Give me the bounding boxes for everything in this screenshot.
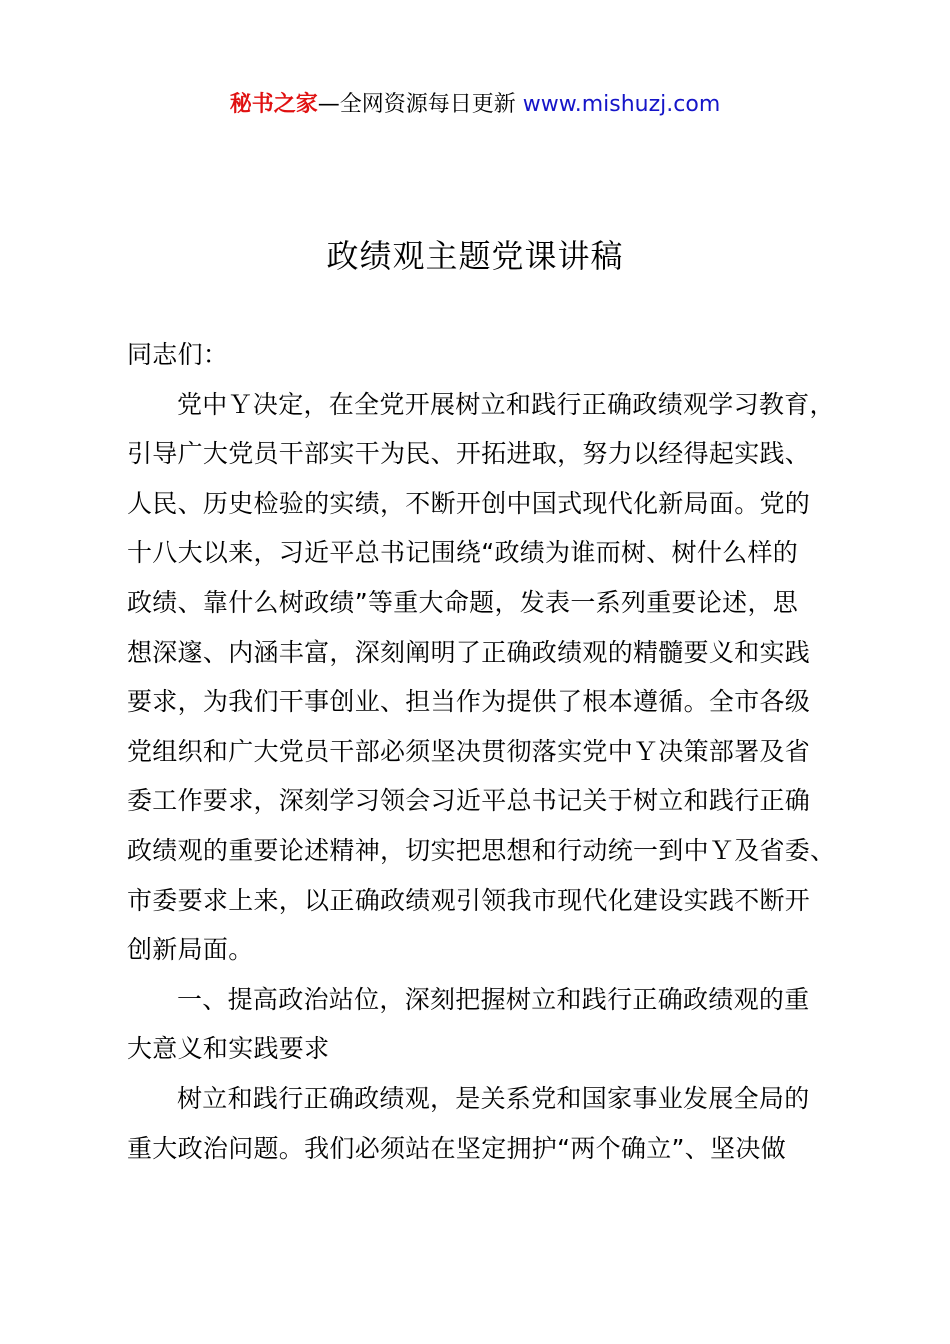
site-url-link[interactable]: www.mishuzj.com bbox=[522, 92, 721, 117]
text-line: 政绩观的重要论述精神，切实把思想和行动统一到中Ｙ及省委、 bbox=[127, 835, 836, 865]
document-title: 政绩观主题党课讲稿 bbox=[326, 237, 624, 275]
text-line: 市委要求上来，以正确政绩观引领我市现代化建设实践不断开 bbox=[127, 885, 811, 915]
text-line: 十八大以来，习近平总书记围绕“政绩为谁而树、树什么样的 bbox=[127, 538, 799, 568]
text-line: 创新局面。 bbox=[127, 935, 254, 965]
header-tagline: —全网资源每日更新 bbox=[317, 92, 516, 117]
text-line: 同志们： bbox=[127, 340, 229, 369]
site-header bbox=[0, 88, 950, 122]
text-line: 想深邃、内涵丰富，深刻阐明了正确政绩观的精髓要义和实践 bbox=[127, 637, 811, 667]
text-line: 重大政治问题。我们必须站在坚定拥护“两个确立”、坚决做 bbox=[127, 1133, 787, 1163]
text-line: 委工作要求，深刻学习领会习近平总书记关于树立和践行正确 bbox=[127, 786, 811, 816]
text-line: 引导广大党员干部实干为民、开拓进取，努力以经得起实践、 bbox=[127, 439, 811, 469]
text-line: 要求，为我们干事创业、担当作为提供了根本遵循。全市各级 bbox=[127, 687, 811, 717]
document-body bbox=[127, 330, 837, 1173]
section-heading: 一、提高政治站位，深刻把握树立和践行正确政绩观的重 bbox=[177, 984, 810, 1014]
text-line: 树立和践行正确政绩观，是关系党和国家事业发展全局的 bbox=[177, 1083, 810, 1113]
section-heading: 大意义和实践要求 bbox=[127, 1034, 330, 1064]
text-line: 党中Ｙ决定，在全党开展树立和践行正确政绩观学习教育， bbox=[177, 389, 835, 419]
text-line: 人民、历史检验的实绩，不断开创中国式现代化新局面。党的 bbox=[127, 488, 811, 518]
text-line: 党组织和广大党员干部必须坚决贯彻落实党中Ｙ决策部署及省 bbox=[127, 736, 811, 766]
brand-name: 秘书之家 bbox=[229, 92, 318, 117]
text-line: 政绩、靠什么树政绩”等重大命题，发表一系列重要论述，思 bbox=[127, 587, 799, 617]
